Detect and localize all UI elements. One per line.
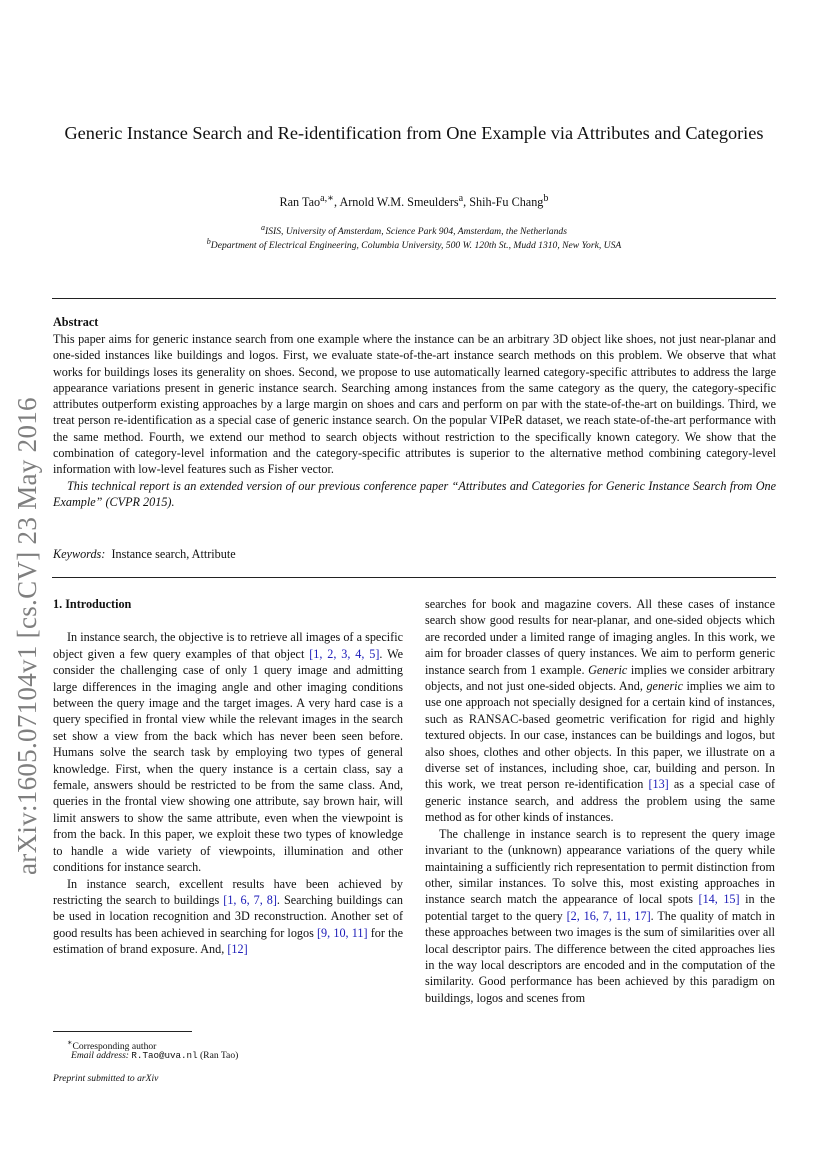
affiliation-a [60,223,768,237]
paragraph: In instance search, the objective is to retrieve all images of a specific object given a few query examples of that object [1, 2, 3, 4, 5]. We consider the challenging case of only 1 query image and admitting large differences in the imaging angle and other imaging conditions between the query image and the target images. A very hard case is a query specified in frontal view while the relevant images in the search set show a view from the back which has never been seen before. Humans solve the search task by employing two types of general knowledge. First, when the query instance is a certain class, say a female, answers should be restricted to be from the same class. And, queries in the frontal view showing one attribute, say brown hair, will limit answers to show the same attribute, even when the viewpoint is from the back. In this paper, we exploit these two types of knowledge to handle a wide variety of viewpoints, illumination and other conditions for instance search. [53,630,404,875]
paragraph: In instance search, excellent results have been achieved by restricting the search to buildings [1, 6, 7, 8]. Searching buildings can be used in location recognition and 3D reconstruction. Another set of good results has been achieved in searching for logos [9, 10, 11] for the estimation of brand exposure. And, [12] [53,876,403,957]
affiliation-text: Department of Electrical Engineering, Columbia University, 500 W. 120th St., Mudd 1310, New York, USA [210,240,622,252]
citation-link[interactable]: [1, 2, 3, 4, 5] [309,646,380,661]
abstract-top-rule [52,298,776,299]
affiliation-b [60,237,768,251]
abstract-heading: Abstract [53,315,99,329]
affiliation-sup: b [206,237,211,246]
abstract-body [53,331,776,510]
author-name: , Arnold W.M. Smeulders [334,195,459,210]
author-sup: b [543,193,549,204]
keywords [53,547,236,562]
abstract-text: This paper aims for generic instance search from one example where the instance can be an arbitrary 3D object like shoes, not just near-planar and one-sided instances like buildings and logos. First, we evaluate state-of-the-art instance search methods on this problem. We observe that what works for buildings loses its generality on shoes. Second, we propose to use automatically learned category-specific attributes to address the large appearance variations present in generic instance search. Searching among instances from the same category as the query, the category-specific attributes outperform existing approaches by a large margin on shoes and cars and perform on par with the state-of-the-art on buildings. Third, we treat person re-identification as a special case of generic instance search. On the popular VIPeR dataset, we reach state-of-the-art performance with the same method. Fourth, we extend our method to search objects without restriction to the specifically known category. We show that the combination of category-level information and the category-specific attributes is superior to the alternative method combining category-level information with low-level features such as Fisher vector. [53,332,776,477]
citation-link[interactable]: [12] [227,942,248,957]
affiliation-sup: a [261,223,266,232]
citation-link[interactable]: [1, 6, 7, 8] [223,892,277,907]
footnote-email: Email address: R.Tao@uva.nl (Ran Tao) [71,1050,239,1061]
author-sup: a [458,193,464,204]
author-list [60,193,768,210]
paper-title: Generic Instance Search and Re-identification from One Example via Attributes and Categories [64,123,764,143]
section-heading: 1. Introduction [53,597,132,611]
footnote-rule [53,1031,192,1032]
abstract-bottom-rule [52,577,776,578]
citation-link[interactable]: [14, 15] [698,892,740,907]
abstract-note: This technical report is an extended version of our previous conference paper “Attributes and Categories for Generic Instance Search from One Example” (CVPR 2015). [53,478,776,509]
right-column [425,596,775,1006]
author-sup: a,∗ [320,193,335,204]
footnote-corresponding: ∗Corresponding author [67,1038,157,1053]
paragraph: searches for book and magazine covers. All these cases of instance search show good results for near-planar, and one-sided objects which are recorded under a limited range of imaging angles. In this work, we aim for broader classes of query instances. We aim to perform generic instance search from 1 example. Generic implies we consider arbitrary objects, and not just one-sided objects. And, generic implies we aim to use one approach not specially designed for a certain kind of instances, such as RANSAC-based geometric verification for rigid and highly textured objects. In our case, instances can be buildings and logos, but also shoes, clothes and other objects. In this paper, we illustrate on a diverse set of instances, including shoe, car, building and person. In this work, we treat person re-identification [13] as a special case of generic instance search, and address the problem using the same method as for other kinds of instances. [425,597,775,825]
paragraph: The challenge in instance search is to represent the query image invariant to the (unknown) appearance variations of the query while maintaining a sufficiently rich representation to permit distinction from other, similar instances. To solve this, most existing approaches in instance search match the appearance of local spots [14, 15] in the potential target to the query [2, 16, 7, 11, 17]. The quality of match in these approaches between two images is the sum of similarities over all local descriptor pairs. The difference between the cited approaches lies in the way local descriptors are encoded and in the computation of the similarity. Good performance has been achieved by this paradigm on buildings, logos and scenes from [425,826,775,1005]
arxiv-watermark: arXiv:1605.07104v1 [cs.CV] 23 May 2016 [12,397,42,875]
keywords-label: Keywords: [53,547,106,561]
keywords-text: Instance search, Attribute [111,547,236,561]
preprint-footer: Preprint submitted to arXiv [53,1073,159,1084]
citation-link[interactable]: [9, 10, 11] [317,925,368,940]
citation-link[interactable]: [2, 16, 7, 11, 17] [566,908,651,923]
citation-link[interactable]: [13] [648,777,669,792]
affiliation-text: ISIS, University of Amsterdam, Science Park 904, Amsterdam, the Netherlands [265,226,567,238]
email-link[interactable]: R.Tao@uva.nl [131,1050,198,1061]
author-name: Ran Tao [279,195,321,210]
left-column [53,596,403,958]
author-name: , Shih-Fu Chang [463,195,544,210]
